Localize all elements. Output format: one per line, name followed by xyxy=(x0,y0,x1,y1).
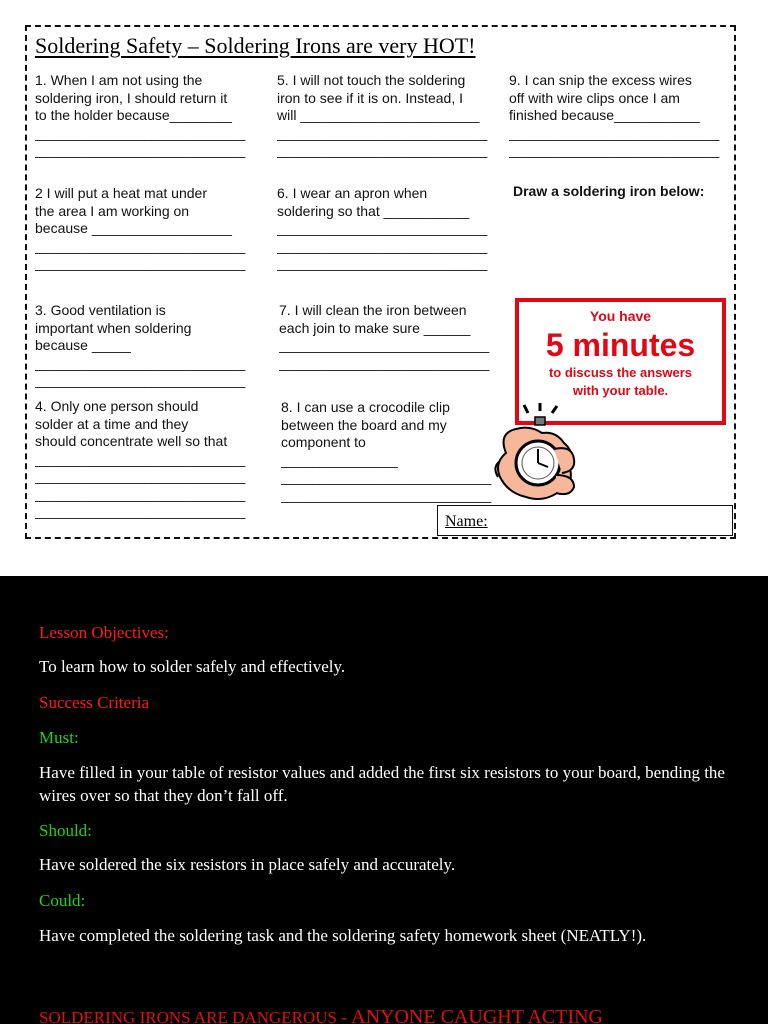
draw-prompt: Draw a soldering iron below: xyxy=(513,183,705,199)
warning-part-1: SOLDERING IRONS ARE DANGEROUS - xyxy=(39,1008,352,1024)
question-8: 8. I can use a crocodile clip between the board and my component to _______________ ___________________________ ___________________________ xyxy=(281,399,492,503)
question-5: 5. I will not touch the soldering iron to see if it is on. Instead, I will _______________________ ___________________________ ___________________________ xyxy=(277,72,488,158)
should-text: Have soldered the six resistors in place safely and accurately. xyxy=(39,855,456,874)
objective-text: To learn how to solder safely and effectively. xyxy=(39,657,346,676)
question-2: 2 I will put a heat mat under the area I am working on because __________________ ___________________________ ___________________________ xyxy=(35,185,246,271)
timer-bottom-text: to discuss the answers with your table. xyxy=(548,365,693,398)
success-criteria-heading: Success Criteria xyxy=(39,693,149,712)
name-label: Name: xyxy=(445,513,488,530)
objectives-heading: Lesson Objectives: xyxy=(39,623,169,642)
safety-warning xyxy=(39,1006,759,1024)
timer-minutes: 5 minutes xyxy=(545,327,696,363)
worksheet-title: Soldering Safety – Soldering Irons are very HOT! xyxy=(35,33,476,58)
question-9: 9. I can snip the excess wires off with wire clips once I am finished because___________ ___________________________ ___________________________ xyxy=(509,72,720,158)
question-4: 4. Only one person should solder at a time and they should concentrate well so that ___________________________ ___________________________ ___________________________ ___________________________ xyxy=(35,398,246,519)
name-field xyxy=(437,505,733,536)
timer-top-text: You have xyxy=(589,308,652,324)
lesson-slide xyxy=(0,576,768,1024)
question-1: 1. When I am not using the soldering iron, I should return it to the holder because________ ___________________________ ___________________________ xyxy=(35,72,246,158)
question-3: 3. Good ventilation is important when soldering because _____ ___________________________ ___________________________ xyxy=(35,302,246,388)
question-6: 6. I wear an apron when soldering so that ___________ ___________________________ ___________________________ ___________________________ xyxy=(277,185,488,271)
must-heading: Must: xyxy=(39,728,79,747)
must-text: Have filled in your table of resistor values and added the first six resistors to your board, bending the wires over so that they don’t fall off. xyxy=(39,763,725,805)
should-heading: Should: xyxy=(39,821,92,840)
question-7: 7. I will clean the iron between each join to make sure ______ ___________________________ ___________________________ xyxy=(279,302,490,371)
stopwatch-hand-icon xyxy=(490,403,580,505)
could-heading: Could: xyxy=(39,891,86,910)
warning-part-2: ANYONE CAUGHT ACTING xyxy=(351,1006,604,1024)
could-text: Have completed the soldering task and the soldering safety homework sheet (NEATLY!). xyxy=(39,926,647,945)
